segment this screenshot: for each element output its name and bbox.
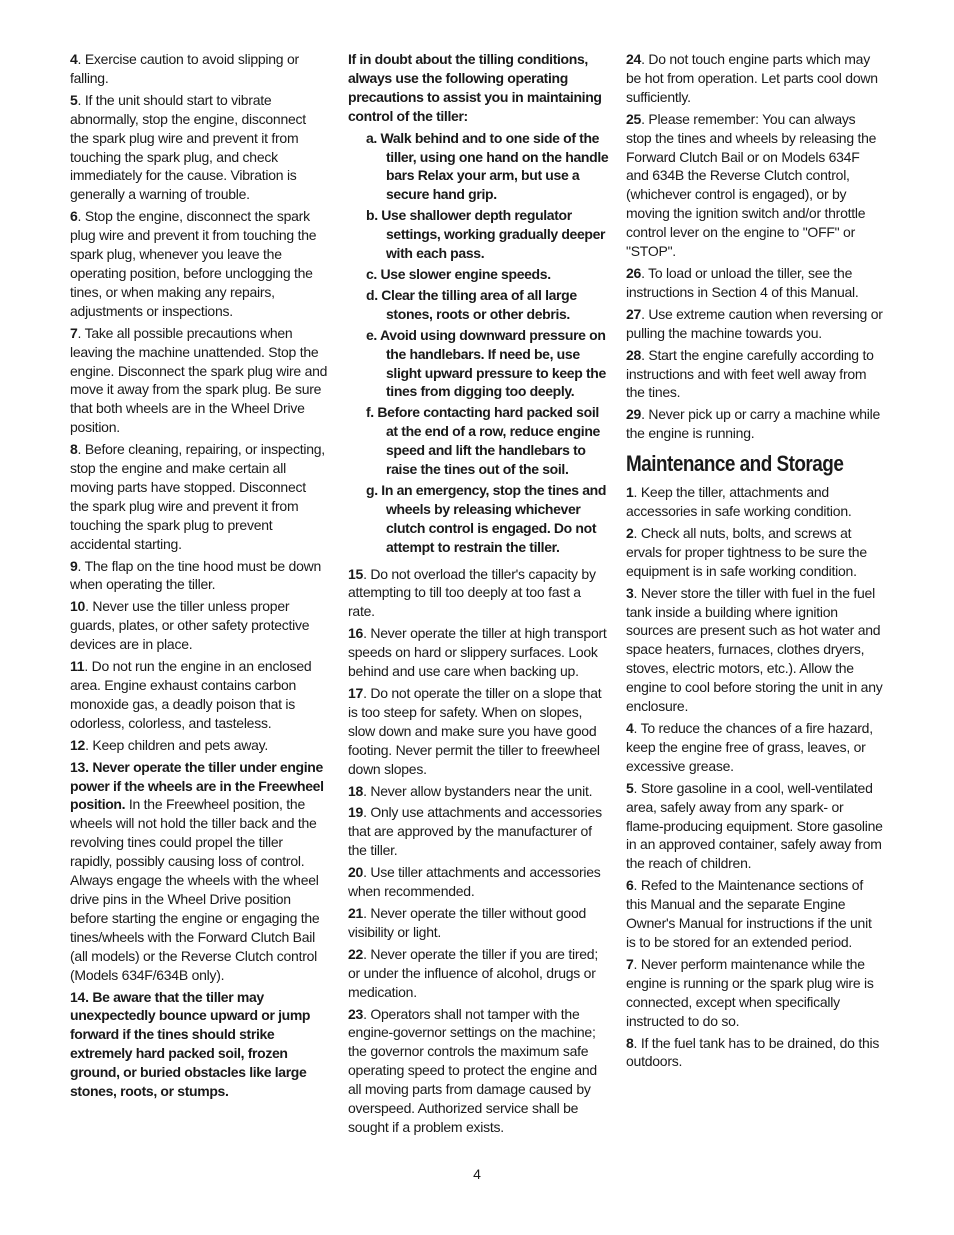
item-16: 16. Never operate the tiller at high transport speeds on hard or slippery surfaces. Look behind and use care when backing up. (348, 625, 607, 680)
item-13: 13. Never operate the tiller under engine power if the wheels are in the Freewheel position. In the Freewheel position, the wheels will not hold the tiller back and the revolving tines could propel the tiller rapidly, possibly causing loss of control. Always engage the wheels with the wheel drive pins in the Wheel Drive position before starting the engine or engaging the tines/wheels with the Forward Clutch Bail (all models) or the Reverse Clutch control (Models 634F/634B only). (70, 758, 324, 983)
item-22: 22. Never operate the tiller if you are tired; or under the influence of alcohol, drugs or medication. (348, 945, 598, 1000)
maintenance-item-3: 3. Never store the tiller with fuel in the fuel tank inside a building where ignition sources are present such as hot water and space heaters, furnaces, clothes dryers, stoves, electric motors, etc.). Allow the engine to cool before storing the unit in any enclosure. (626, 584, 883, 715)
item-27: 27. Use extreme caution when reversing or pulling the machine towards you. (626, 305, 883, 341)
precaution-c: c. Use slower engine speeds. (366, 265, 551, 282)
left-column (70, 50, 328, 1104)
maintenance-item-8: 8. If the fuel tank has to be drained, do this outdoors. (626, 1034, 880, 1070)
item-10: 10. Never use the tiller unless proper guards, plates, or other safety protective devices are in place. (70, 598, 310, 653)
item-5: 5. If the unit should start to vibrate abnormally, stop the engine, disconnect the spark plug wire and prevent it from touching the spark plug, and check immediately for the cause. Vibration is generally a warning of trouble. (70, 91, 306, 203)
middle-column (348, 50, 610, 1140)
item-18: 18. Never allow bystanders near the unit. (348, 782, 593, 799)
precaution-d: d. Clear the tilling area of all large stones, roots or other debris. (366, 286, 577, 322)
item-11: 11. Do not run the engine in an enclosed area. Engine exhaust contains carbon monoxide gas, a deadly poison that is odorless, colorless, and tasteless. (70, 658, 312, 731)
item-24: 24. Do not touch engine parts which may be hot from operation. Let parts cool down sufficiently. (626, 51, 878, 105)
item-21: 21. Never operate the tiller without good visibility or light. (348, 904, 587, 940)
maintenance-item-4: 4. To reduce the chances of a fire hazard, keep the engine free of grass, leaves, or excessive grease. (626, 720, 873, 774)
item-9: 9. The flap on the tine hood must be down when operating the tiller. (70, 557, 322, 593)
precaution-a: a. Walk behind and to one side of the tiller, using one hand on the handle bars Relax your arm, but use a secure hand grip. (366, 129, 609, 203)
item-20: 20. Use tiller attachments and accessories when recommended. (348, 864, 601, 900)
page-number: 4 (473, 1166, 481, 1182)
maintenance-item-2: 2. Check all nuts, bolts, and screws at ervals for proper tightness to be sure the equipment is in safe working condition. (626, 524, 867, 579)
item-26: 26. To load or unload the tiller, see the instructions in Section 4 of this Manual. (626, 264, 859, 300)
maintenance-item-6: 6. Refed to the Maintenance sections of this Manual and the separate Engine Owner's Manual for instructions if the unit is to be stored for an extended period. (626, 877, 872, 950)
item-23: 23. Operators shall not tamper with the engine-governor settings on the machine; the governor controls the maximum safe operating speed to protect the engine and all moving parts from damage caused by overspeed. Authorized service shall be sought if a problem exists. (348, 1005, 597, 1135)
precaution-b: b. Use shallower depth regulator settings, working gradually deeper with each pass. (366, 207, 606, 262)
item-17: 17. Do not operate the tiller on a slope that is too steep for safety. When on slopes, slow down and make sure you have good footing. Never permit the tiller to freewheel down slopes. (348, 685, 602, 777)
right-column (626, 50, 884, 1074)
item-29: 29. Never pick up or carry a machine while the engine is running. (626, 406, 881, 442)
precaution-g: g. In an emergency, stop the tines and wheels by releasing whichever clutch control is engaged. Do not attempt to restrain the tiller. (366, 481, 607, 555)
item-19: 19. Only use attachments and accessories that are approved by the manufacturer of the tiller. (348, 804, 602, 859)
item-15: 15. Do not overload the tiller's capacity by attempting to till too deeply at too fast a rate. (348, 565, 596, 620)
maintenance-item-7: 7. Never perform maintenance while the engine is running or the spark plug wire is connected, except when specifically instructed to do so. (626, 955, 874, 1029)
maintenance-item-1: 1. Keep the tiller, attachments and accessories in safe working condition. (626, 484, 852, 520)
item-4: 4. Exercise caution to avoid slipping or falling. (70, 51, 299, 86)
item-12: 12. Keep children and pets away. (70, 736, 268, 753)
precautions-intro: If in doubt about the tilling conditions, always use the following operating precautions to assist you in maintaining control of the tiller: (348, 51, 602, 124)
precaution-e: e. Avoid using downward pressure on the handlebars. If need be, use slight upward pressure to keep the tines from digging too deeply. (366, 326, 606, 400)
item-14: 14. Be aware that the tiller may unexpectedly bounce upward or jump forward if the tines should strike extremely hard packed soil, frozen ground, or buried obstacles like large stones, roots, or stumps. (70, 988, 311, 1100)
item-28: 28. Start the engine carefully according to instructions and with feet well away from the tines. (626, 346, 874, 401)
item-7: 7. Take all possible precautions when leaving the machine unattended. Stop the engine. Disconnect the spark plug wire and move it away from the spark plug. Be sure that both wheels are in the Wheel Drive position. (70, 324, 328, 436)
maintenance-heading: Maintenance and Storage (626, 451, 844, 477)
maintenance-item-5: 5. Store gasoline in a cool, well-ventilated area, safely away from any spark- or flame-producing equipment. Store gasoline in an approved container, safely away from the reach of children. (626, 779, 883, 872)
item-6: 6. Stop the engine, disconnect the spark plug wire and prevent it from touching the spark plug, whenever you leave the operating position, before unclogging the tines, or when making any repairs, adjustments or inspections. (70, 208, 317, 319)
precaution-f: f. Before contacting hard packed soil at the end of a row, reduce engine speed and lift the handlebars to raise the tines out of the soil. (366, 404, 600, 478)
item-8: 8. Before cleaning, repairing, or inspecting, stop the engine and make certain all moving parts have stopped. Disconnect the spark plug wire and prevent it from touching the spark plug to prevent accidental starting. (70, 441, 325, 552)
item-25: 25. Please remember: You can always stop the tines and wheels by releasing the Forward Clutch Bail or on Models 634F and 634B the Reverse Clutch control, (whichever control is engaged), or by moving the ignition switch and/or throttle control lever on the engine to "OFF" or "STOP". (626, 110, 877, 260)
